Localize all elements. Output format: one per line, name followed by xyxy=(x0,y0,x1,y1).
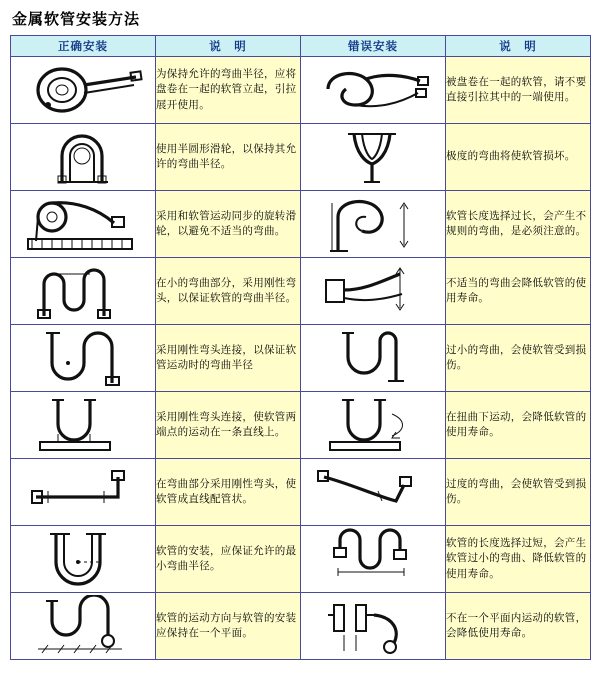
table-row xyxy=(11,191,591,258)
table-row xyxy=(11,57,591,124)
column-header-correct-install: 正确安装 xyxy=(11,36,156,57)
note-text: 为保持允许的弯曲半径，应将盘卷在一起的软管立起，引拉展开使用。 xyxy=(156,57,301,124)
note-text: 采用刚性弯头连接，使软管两端点的运动在一条直线上。 xyxy=(156,392,301,459)
note-text: 被盘卷在一起的软管，请不要直接引拉其中的一端使用。 xyxy=(446,57,591,124)
note-text: 使用半圆形滑轮，以保持其允许的弯曲半径。 xyxy=(156,124,301,191)
too-long-hose-loop-icon xyxy=(301,191,446,258)
table-header-row xyxy=(11,36,591,57)
table-row xyxy=(11,325,591,392)
improper-bend-icon xyxy=(301,258,446,325)
table-row xyxy=(11,392,591,459)
rigid-bend-small-radius-icon xyxy=(11,258,156,325)
rigid-elbow-connection-icon xyxy=(11,325,156,392)
note-text: 采用和软管运动同步的旋转滑轮，以避免不适当的弯曲。 xyxy=(156,191,301,258)
table-row xyxy=(11,258,591,325)
column-header-wrong-note: 说 明 xyxy=(446,36,591,57)
hose-installation-table xyxy=(10,35,591,660)
note-text: 软管长度选择过长，会产生不规则的弯曲，是必须注意的。 xyxy=(446,191,591,258)
table-row xyxy=(11,459,591,526)
note-text: 软管的长度选择过短，会产生软管过小的弯曲、降低软管的使用寿命。 xyxy=(446,526,591,593)
semicircular-sheave-icon xyxy=(11,124,156,191)
excessive-bend-icon xyxy=(301,459,446,526)
note-text: 软管的安装，应保证允许的最小弯曲半径。 xyxy=(156,526,301,593)
short-length-bend-icon xyxy=(301,526,446,593)
table-row xyxy=(11,124,591,191)
minimum-bend-radius-icon xyxy=(11,526,156,593)
out-of-plane-motion-icon xyxy=(301,593,446,660)
column-header-wrong-install: 错误安装 xyxy=(301,36,446,57)
straight-piping-elbow-icon xyxy=(11,459,156,526)
note-text: 在小的弯曲部分，采用刚性弯头，以保证软管的弯曲半径。 xyxy=(156,258,301,325)
table-row xyxy=(11,526,591,593)
twisting-motion-icon xyxy=(301,392,446,459)
note-text: 在弯曲部分采用刚性弯头，使软管成直线配管状。 xyxy=(156,459,301,526)
coiled-hose-standing-icon xyxy=(11,57,156,124)
synchronized-rotating-sheave-icon xyxy=(11,191,156,258)
column-header-correct-note: 说 明 xyxy=(156,36,301,57)
page-title: 金属软管安装方法 xyxy=(12,10,141,28)
note-text: 不适当的弯曲会降低软管的使用寿命。 xyxy=(446,258,591,325)
note-text: 采用刚性弯头连接，以保证软管运动时的弯曲半径 xyxy=(156,325,301,392)
coiled-hose-pulled-icon xyxy=(301,57,446,124)
same-plane-motion-icon xyxy=(11,593,156,660)
note-text: 软管的运动方向与软管的安装应保持在一个平面。 xyxy=(156,593,301,660)
note-text: 过度的弯曲，会使软管受到损伤。 xyxy=(446,459,591,526)
rigid-elbow-straight-motion-icon xyxy=(11,392,156,459)
too-small-bend-icon xyxy=(301,325,446,392)
note-text: 过小的弯曲，会使软管受到损伤。 xyxy=(446,325,591,392)
note-text: 极度的弯曲将使软管损坏。 xyxy=(446,124,591,191)
sharp-bend-hose-icon xyxy=(301,124,446,191)
table-row xyxy=(11,593,591,660)
note-text: 不在一个平面内运动的软管，会降低使用寿命。 xyxy=(446,593,591,660)
note-text: 在扭曲下运动，会降低软管的使用寿命。 xyxy=(446,392,591,459)
